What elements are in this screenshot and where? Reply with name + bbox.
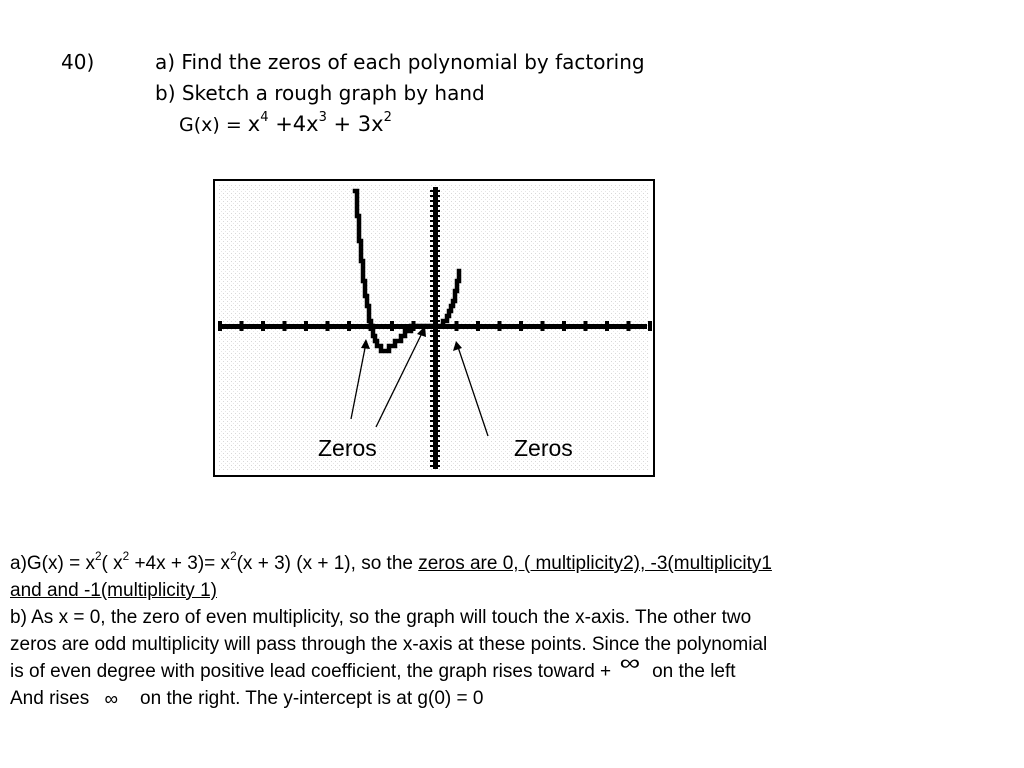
answer-a-line2 [10, 577, 772, 604]
term2-exponent: 3 [318, 110, 327, 126]
term1-exponent: 4 [260, 110, 269, 126]
answer-b-line4: And rises ∞ on the right. The y-intercept is at g(0) = 0 [10, 685, 772, 712]
function-prefix: G(x) = [179, 114, 248, 136]
problem-number: 40) [61, 50, 95, 74]
part-b-prompt: b) Sketch a rough graph by hand [155, 81, 485, 105]
zeros-label-right: Zeros [514, 435, 573, 461]
term3-base: + 3x [326, 112, 384, 136]
answer-block [10, 550, 772, 713]
answer-a-line1: $a)G(x) = x^2$( $x^2 +4x + 3)= x^2(x + 3)$ (x + 1), so the zeros are 0, ( multiplicity2), -3(multiplicity1 [10, 549, 772, 574]
graph-frame [213, 179, 655, 477]
polynomial-graph [215, 181, 653, 475]
term1-base: x [247, 112, 261, 136]
x-tick [648, 321, 652, 331]
answer-b-line2: zeros are odd multiplicity will pass through the x-axis at these points. Since the polynomial [10, 634, 768, 655]
infinity-symbol-left: ∞ [620, 650, 641, 676]
zeros-answer-underlined: zeros are 0, ( multiplicity2), -3(multiplicity1 [418, 553, 772, 574]
infinity-symbol-right: ∞ [104, 688, 119, 710]
answer-b-line1: b) As x = 0, the zero of even multiplicity, so the graph will touch the x-axis. The other two [10, 607, 752, 628]
zeros-label-left: Zeros [318, 435, 377, 461]
term3-exponent: 2 [383, 110, 392, 126]
zeros-answer-underlined-cont: and and -1(multiplicity 1) [10, 580, 217, 601]
answer-b-line3: is of even degree with positive lead coefficient, the graph rises toward + ∞ on the left [10, 650, 736, 682]
term2-base: +4x [268, 112, 319, 136]
part-a-prompt: a) Find the zeros of each polynomial by factoring [155, 50, 645, 74]
function-definition [179, 112, 392, 136]
